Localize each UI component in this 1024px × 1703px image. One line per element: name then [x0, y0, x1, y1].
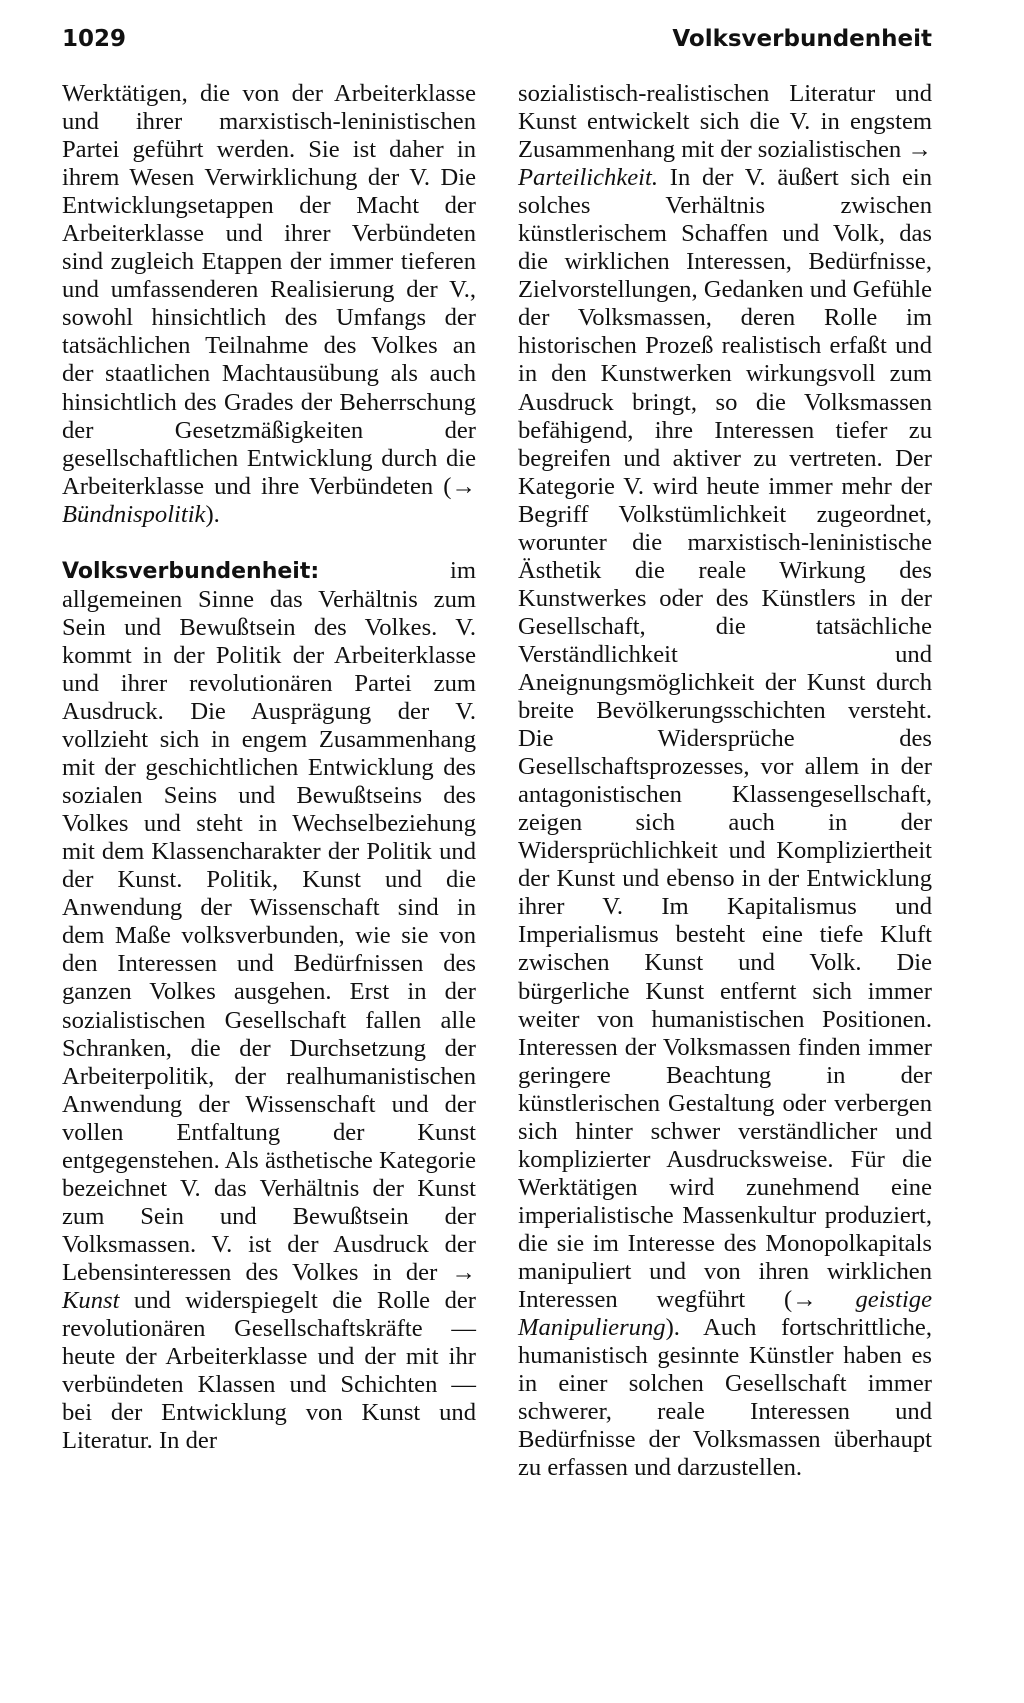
- cross-reference-link[interactable]: geistige Manipulierung: [518, 1286, 932, 1342]
- page-header: [62, 26, 932, 66]
- running-head: Volksverbundenheit: [672, 26, 932, 52]
- entry-text-end: ). Auch fortschrittliche, humanistisch gesinnte Künstler haben es in einer solchen Gesellschaft immer schwerer, reale Interessen und Bedürfnisse der Volksmassen überhaupt zu erfassen und darzustellen.: [518, 1314, 932, 1482]
- page-number: 1029: [62, 26, 127, 52]
- left-column: [62, 80, 476, 1455]
- cross-reference-link[interactable]: Parteilichkeit.: [518, 164, 658, 192]
- entry-text: im allgemeinen Sinne das Verhältnis zum Sein und Bewußtsein des Volkes. V. kommt in der Politik der Arbeiterklasse und ihrer revolutionären Partei zum Ausdruck. Die Ausprägung der V. vollzieht sich in engem Zusammenhang mit der geschichtlichen Entwicklung des sozialen Seins und Bewußtseins des Volkes und steht in Wechselbeziehung mit dem Klassencharakter der Politik und der Kunst. Politik, Kunst und die Anwendung der Wissenschaft sind in dem Maße volksverbunden, wie sie von den Interessen und Bedürfnissen des ganzen Volkes ausgehen. Erst in der sozialistischen Gesellschaft fallen alle Schranken, die der Durchsetzung der Arbeiterpolitik, der realhumanistischen Anwendung der Wissenschaft und der vollen Entfaltung der Kunst entgegenstehen. Als ästhetische Kategorie bezeichnet V. das Verhältnis der Kunst zum Sein und Bewußtsein der Volksmassen. V. ist der Ausdruck der Lebensinteressen des Volkes in der →: [62, 556, 476, 1286]
- continuation-text: Werktätigen, die von der Arbeiterklasse und ihrer marxistisch-leninistischen Partei geführt werden. Sie ist daher in ihrem Wesen Verwirklichung der V. Die Entwicklungsetappen der Macht der Arbeiterklasse und ihrer Verbündeten sind zugleich Etappen der immer tieferen und umfassenderen Realisierung der V., sowohl hinsichtlich des Umfangs der tatsächlichen Teilnahme des Volkes an der staatlichen Machtausübung als auch hinsichtlich des Grades der Beherrschung der Gesetzmäßigkeiten der gesellschaftlichen Entwicklung durch die Arbeiterklasse und ihre Verbündeten (→: [62, 80, 476, 500]
- dictionary-entry: [62, 557, 476, 1456]
- cross-reference-link[interactable]: Kunst: [62, 1286, 120, 1314]
- right-column: [518, 80, 932, 1482]
- entry-text: In der V. äußert sich ein solches Verhältnis zwischen künstlerischem Schaffen und Volk, das die wirklichen Interessen, Bedürfnisse, Zielvorstellungen, Gedanken und Gefühle der Volksmassen, deren Rolle im historischen Prozeß realistisch erfaßt und in den Kunstwerken wirkungsvoll zum Ausdruck bringt, so die Volksmassen befähigend, ihre Interessen tiefer zu begreifen und aktiver zu vertreten. Der Kategorie V. wird heute immer mehr der Begriff Volkstümlichkeit zugeordnet, worunter die marxistisch-leninistische Ästhetik die reale Wirkung des Kunstwerkes oder des Künstlers in der Gesellschaft, die tatsächliche Verständlichkeit und Aneignungsmöglichkeit der Kunst durch breite Bevölkerungsschichten versteht. Die Widersprüche des Gesellschaftsprozesses, vor allem in der antagonistischen Klassengesellschaft, zeigen sich auch in der Widersprüchlichkeit und Kompliziertheit der Kunst und ebenso in der Entwicklung ihrer V. Im Kapitalismus und Imperialismus besteht eine tiefe Kluft zwischen Kunst und Volk. Die bürgerliche Kunst entfernt sich immer weiter von humanistischen Positionen. Interessen der Volksmassen finden immer geringere Beachtung in der künstlerischen Gestaltung oder verbergen sich hinter schwer verständlicher und komplizierter Ausdrucksweise. Für die Werktätigen wird zunehmend eine imperialistische Massenkultur produziert, die sie im Interesse des Monopolkapitals manipuliert und von ihren wirklichen Interessen wegführt (→: [518, 164, 932, 1314]
- entry-text-end: und widerspiegelt die Rolle der revolutionären Gesellschaftskräfte — heute der Arbeiterklasse und der mit ihr verbündeten Klassen und Schichten — bei der Entwicklung von Kunst und Literatur. In der: [62, 1286, 476, 1455]
- entry-text: sozialistisch-realistischen Literatur und Kunst entwickelt sich die V. in engstem Zusammenhang mit der sozialistischen →: [518, 80, 932, 164]
- entry-continuation-paragraph: [518, 80, 932, 1482]
- cross-reference-link[interactable]: Bündnispolitik: [62, 500, 206, 528]
- continuation-paragraph: [62, 80, 476, 529]
- entry-headword: Volksverbundenheit:: [62, 558, 320, 584]
- continuation-text-end: ).: [205, 500, 220, 528]
